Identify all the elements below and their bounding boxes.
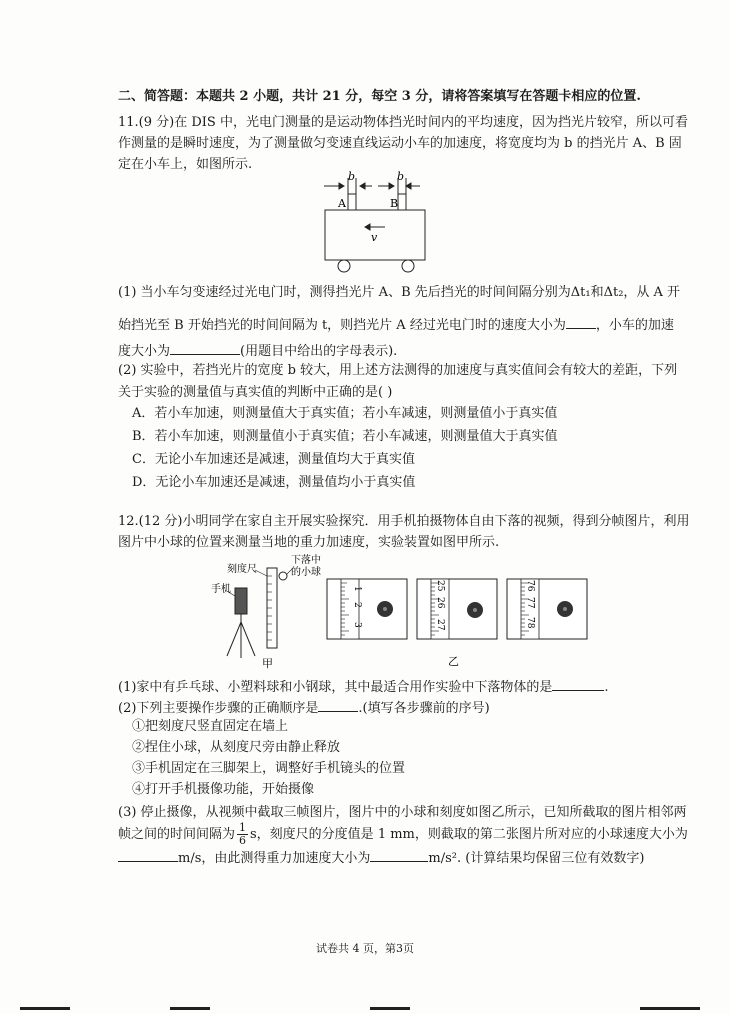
flag-a — [348, 194, 356, 210]
wheel-right — [402, 260, 414, 272]
answer-blank-ball-velocity[interactable] — [118, 847, 178, 862]
q12-p2 — [118, 697, 490, 718]
figure-yi — [325, 577, 595, 672]
fraction-denominator: 6 — [239, 834, 247, 847]
q12-p3-line2 — [118, 822, 688, 847]
q12-intro-line1: 12.(12 分)小明同学在家自主开展实验探究．用手机拍摄物体自由下落的视频，得到分帧图片，利用 — [118, 514, 690, 529]
label-falling-ball-1: 下落中 — [291, 555, 321, 566]
label-a: A — [338, 197, 346, 210]
wheel-left — [338, 260, 350, 272]
answer-blank-acceleration[interactable] — [170, 340, 240, 355]
q11-p2-line1: (2) 实验中，若挡光片的宽度 b 较大，用上述方法测得的加速度与真实值间会有较大的差距，下列 — [118, 363, 678, 378]
q11-intro-line3: 定在小车上，如图所示. — [118, 157, 253, 172]
time-interval-fraction — [237, 822, 248, 847]
q12-p3-text-d: m/s². (计算结果均保留三位有效数字) — [428, 851, 645, 866]
q11-p1-text-d: (用题目中给出的字母表示). — [240, 344, 398, 359]
label-b-flag: B — [390, 197, 399, 210]
frame-3 — [507, 579, 587, 639]
frame-2-tick-1: 25 — [435, 580, 445, 592]
q11-p1-text-a: 始挡光至 B 开始挡光的时间间隔为 t，则挡光片 A 经过光电门时的速度大小为 — [118, 318, 566, 333]
answer-blank-step-order[interactable] — [318, 697, 358, 712]
label-v: v — [371, 231, 378, 244]
q11-p2-line2: 关于实验的测量值与真实值的判断中正确的是( ) — [118, 385, 393, 400]
flag-b — [398, 194, 406, 210]
velocity-arrow — [365, 224, 385, 230]
page-footer: 试卷共 4 页，第3页 — [316, 942, 414, 955]
step-3: ③手机固定在三脚架上，调整好手机镜头的位置 — [132, 761, 406, 776]
q11-intro-line1: 11.(9 分)在 DIS 中，光电门测量的是运动物体挡光时间内的平均速度，因为挡光片较窄，所以可看 — [118, 115, 688, 130]
q11-p1-line1: (1) 当小车匀变速经过光电门时，测得挡光片 A、B 先后挡光的时间间隔分别为Δt₁和Δt₂，从 A 开 — [118, 285, 681, 300]
frame-1-tick-1: 1 — [352, 586, 362, 592]
step-1: ①把刻度尺竖直固定在墙上 — [132, 719, 289, 734]
q12-p3-text-c: m/s，由此测得重力加速度大小为 — [178, 851, 371, 866]
q11-p1-line2 — [118, 314, 674, 335]
frame-1-tick-3: 3 — [352, 622, 362, 628]
q12-p3-text-b: s，刻度尺的分度值是 1 mm，则截取的第二张图片所对应的小球速度大小为 — [250, 827, 688, 842]
option-c: C．无论小车加速还是减速，测量值均大于真实值 — [132, 452, 415, 467]
option-d: D．无论小车加速还是减速，测量值均小于真实值 — [132, 475, 416, 490]
bottom-scan-marks — [0, 1003, 730, 1013]
q12-p1 — [118, 676, 609, 697]
falling-ball — [279, 572, 287, 580]
frame-3-tick-3: 78 — [525, 617, 535, 629]
q11-p1-line3 — [118, 340, 397, 361]
label-ruler: 刻度尺 — [227, 564, 257, 575]
caption-jia: 甲 — [262, 657, 273, 670]
step-2: ②捏住小球，从刻度尺旁由静止释放 — [132, 740, 341, 755]
answer-blank-ball-type[interactable] — [552, 676, 604, 691]
frame-2-tick-3: 27 — [435, 619, 445, 631]
q11-cart-figure — [320, 170, 435, 275]
fraction-numerator: 1 — [239, 821, 247, 834]
label-b-b: b — [397, 170, 405, 183]
frame-3-tick-1: 76 — [525, 580, 535, 592]
q12-intro-line2: 图片中小球的位置来测量当地的重力加速度，实验装置如图甲所示. — [118, 535, 500, 550]
answer-blank-gravity[interactable] — [370, 847, 428, 862]
tripod — [227, 614, 255, 658]
frame-1-tick-2: 2 — [352, 602, 362, 608]
phone — [235, 588, 247, 614]
label-falling-ball-2: 的小球 — [291, 567, 321, 578]
frame-2 — [417, 579, 497, 639]
section-heading: 二、简答题：本题共 2 小题，共计 21 分，每空 3 分，请将答案填写在答题卡相应的位置. — [118, 89, 641, 104]
q12-p3-line1: (3) 停止摄像，从视频中截取三帧图片，图片中的小球和刻度如图乙所示，已知所截取的图片相邻两 — [118, 805, 687, 820]
q11-p1-text-c: 度大小为 — [118, 344, 171, 359]
q12-p3-text-a: 帧之间的时间间隔为 — [118, 827, 236, 842]
answer-blank-velocity[interactable] — [566, 314, 596, 329]
frame-3-tick-2: 77 — [525, 597, 535, 609]
q12-p2-end: .(填写各步骤前的序号) — [358, 701, 490, 716]
label-b-a: b — [348, 170, 356, 183]
q11-p1-text-b: ，小车的加速 — [595, 318, 674, 333]
q12-p3-line3 — [118, 847, 644, 868]
q12-p1-text: (1)家中有乒乓球、小塑料球和小钢球，其中最适合用作实验中下落物体的是 — [118, 680, 553, 695]
label-phone: 手机 — [211, 584, 231, 595]
figure-jia — [205, 552, 325, 672]
option-a: A．若小车加速，则测量值大于真实值；若小车减速，则测量值小于真实值 — [132, 406, 558, 421]
caption-yi: 乙 — [448, 655, 459, 668]
q11-intro-line2: 作测量的是瞬时速度，为了测量做匀变速直线运动小车的加速度，将宽度均为 b 的挡光片 A、B 固 — [118, 136, 682, 151]
option-b: B．若小车加速，则测量值小于真实值；若小车减速，则测量值大于真实值 — [132, 429, 558, 444]
step-4: ④打开手机摄像功能，开始摄像 — [132, 782, 315, 797]
frame-1 — [327, 579, 407, 639]
frame-2-tick-2: 26 — [435, 597, 445, 609]
q12-p2-text: (2)下列主要操作步骤的正确顺序是 — [118, 701, 319, 716]
q12-p1-end: . — [604, 680, 609, 695]
